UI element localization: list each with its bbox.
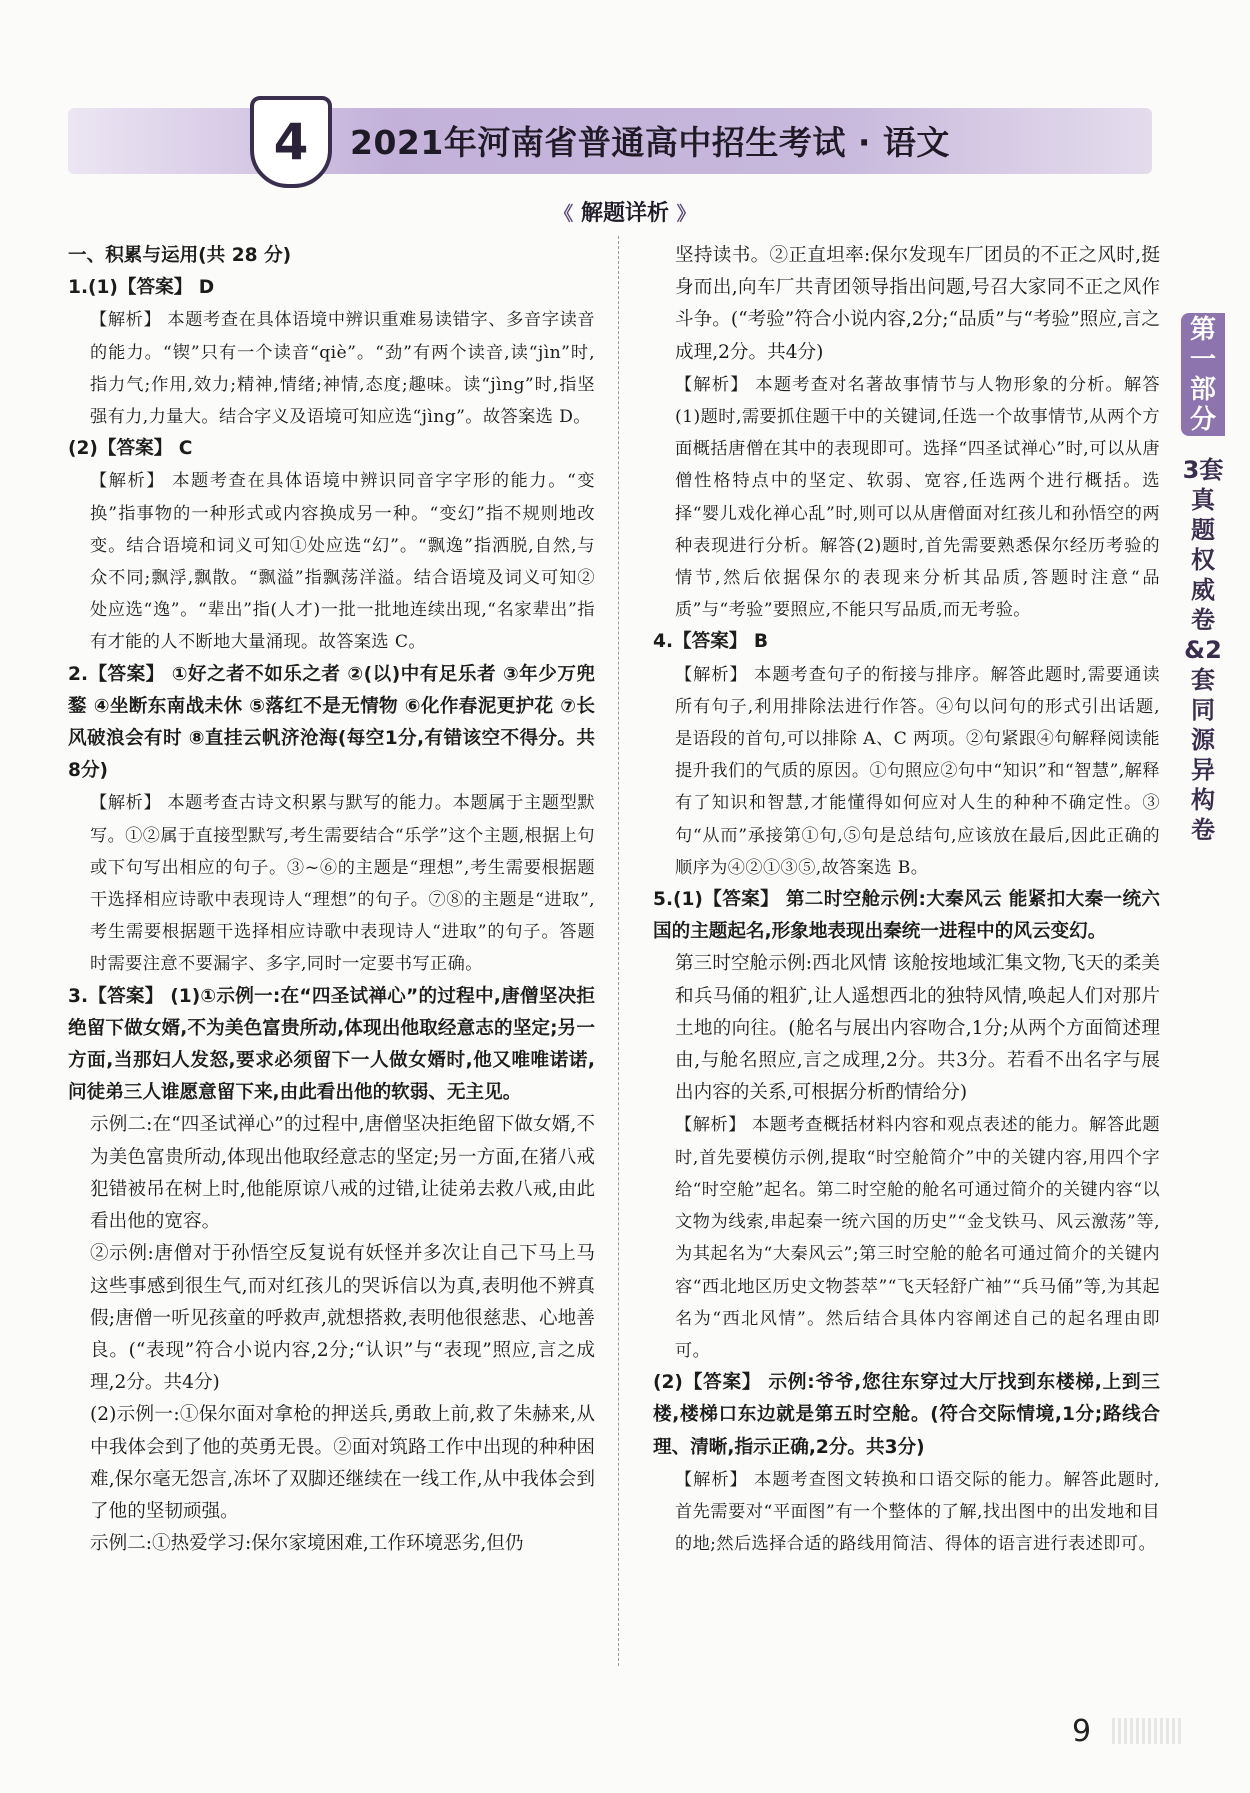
paragraph: ②示例:唐僧对于孙悟空反复说有妖怪并多次让自己下马上马这些事感到很生气,而对红孩儿的哭诉信以为真,表明他不辨真假;唐僧一听见孩童的呼救声,就想搭救,表明他很慈悲、心地善良。(“表现”符合小说内容,2分;“认识”与“表现”照应,言之成理,2分。共4分) [90, 1243, 595, 1394]
paragraph: 示例二:在“四圣试禅心”的过程中,唐僧坚决拒绝留下做女婿,不为美色富贵所动,体现出他取经意志的坚定;另一方面,在猪八戒犯错被吊在树上时,他能原谅八戒的过错,让徒弟去救八戒,由此看出他的宽容。 [90, 1114, 595, 1233]
left-column [68, 240, 595, 1560]
column-divider [618, 236, 619, 1666]
right-column [653, 240, 1160, 1560]
answer-line: (2)【答案】 C [68, 438, 193, 460]
paragraph: 示例二:①热爱学习:保尔家境困难,工作环境恶劣,但仍 [90, 1533, 524, 1555]
paragraph: 【解析】 本题考查古诗文积累与默写的能力。本题属于主题型默写。①②属于直接型默写,考生需要结合“乐学”这个主题,根据上句或下句写出相应的句子。③~⑥的主题是“理想”,考生需要根据题干选择相应诗歌中表现诗人“理想”的句子。⑦⑧的主题是“进取”,考生需要根据题干选择相应诗歌中表现诗人“进取”的句子。答题时需要注意不要漏字、多字,同时一定要书写正确。 [90, 793, 595, 975]
answer-line: 1.(1)【答案】 D [68, 277, 215, 299]
paragraph: 第三时空舱示例:西北风情 该舱按地域汇集文物,飞天的柔美和兵马俑的粗犷,让人遥想西北的独特风情,唤起人们对那片土地的向往。(舱名与展出内容吻合,1分;从两个方面简述理由,与舱名照应,言之成理,2分。共3分。若看不出名字与展出内容的关系,可根据分析酌情给分) [675, 953, 1160, 1104]
paragraph: (2)示例一:①保尔面对拿枪的押送兵,勇敢上前,救了朱赫来,从中我体会到了他的英勇无畏。②面对筑路工作中出现的种种困难,保尔毫无怨言,冻坏了双脚还继续在一线工作,从中我体会到了他的坚韧顽强。 [90, 1404, 595, 1522]
double-chevron-right-icon: 》 [676, 203, 696, 225]
side-tab-part-one: 第一部分 [1181, 313, 1225, 436]
paragraph: 坚持读书。②正直坦率:保尔发现车厂团员的不正之风时,挺身而出,向车厂共青团领导指出问题,号召大家同不正之风作斗争。(“考验”符合小说内容,2分;“品质”与“考验”照应,言之成理,2分。共4分) [675, 245, 1160, 363]
paragraph: 【解析】 本题考查在具体语境中辨识重难易读错字、多音字读音的能力。“锲”只有一个读音“qiè”。“劲”有两个读音,读“jìn”时,指力气;作用,效力;精神,情绪;神情,态度;趣味。读“jìng”时,指坚强有力,力量大。结合字义及语境可知应选“jìng”。故答案选 D。 [90, 310, 595, 428]
paragraph: 【解析】 本题考查对名著故事情节与人物形象的分析。解答(1)题时,需要抓住题干中的关键词,任选一个故事情节,从两个方面概括唐僧在其中的表现即可。选择“四圣试禅心”时,可以从唐僧性格特点中的坚定、软弱、宽容,任选两个进行概括。选择“婴儿戏化禅心乱”时,则可以从唐僧面对红孩儿和孙悟空的两种表现进行分析。解答(2)题时,首先需要熟悉保尔经历考验的情节,然后依据保尔的表现来分析其品质,答题时注意“品质”与“考验”要照应,不能只写品质,而无考验。 [675, 374, 1160, 621]
page-number: 9 [1072, 1714, 1092, 1749]
exam-number-badge: 4 [250, 96, 332, 188]
side-series-label: 3套真题权威卷&2套同源异构卷 [1182, 456, 1224, 844]
paragraph: 【解析】 本题考查句子的衔接与排序。解答此题时,需要通读所有句子,利用排除法进行作答。④句以问句的形式引出话题,是语段的首句,可以排除 A、C 两项。②句紧跟④句解释阅读能提升我们的气质的原因。①句照应②句中“知识”和“智慧”,解释有了知识和智慧,才能懂得如何应对人生的种种不确定性。③句“从而”承接第①句,⑤句是总结句,应该放在最后,因此正确的顺序为④②①③⑤,故答案选 B。 [675, 664, 1160, 878]
page-title: 2021年河南省普通高中招生考试 · 语文 [350, 123, 950, 162]
answer-line: 5.(1)【答案】 第二时空舱示例:大秦风云 能紧扣大秦一统六国的主题起名,形象地表现出秦统一进程中的风云变幻。 [653, 889, 1160, 943]
paragraph: 【解析】 本题考查在具体语境中辨识同音字字形的能力。“变换”指事物的一种形式或内容换成另一种。“变幻”指不规则地改变。结合语境和词义可知①处应选“幻”。“飘逸”指洒脱,自然,与众不同;飘浮,飘散。“飘溢”指飘荡洋溢。结合语境及词义可知②处应选“逸”。“辈出”指(人才)一批一批地连续出现,“名家辈出”指有才能的人不断地大量涌现。故答案选 C。 [90, 471, 595, 653]
paragraph: 【解析】 本题考查图文转换和口语交际的能力。解答此题时,首先需要对“平面图”有一个整体的了解,找出图中的出发地和目的地;然后选择合适的路线用简洁、得体的语言进行表述即可。 [675, 1469, 1160, 1555]
double-chevron-left-icon: 《 [554, 203, 574, 225]
section-title: 一、积累与运用(共 28 分) [68, 245, 292, 266]
paragraph: 【解析】 本题考查概括材料内容和观点表述的能力。解答此题时,首先要模仿示例,提取“时空舱简介”中的关键内容,用四个字给“时空舱”起名。第二时空舱的舱名可通过简介的关键内容“以文物为线索,串起秦一统六国的历史”“金戈铁马、风云激荡”等,为其起名为“大秦风云”;第三时空舱的舱名可通过简介的关键内容“西北地区历史文物荟萃”“飞天轻舒广袖”“兵马俑”等,为其起名为“西北风情”。然后结合具体内容阐述自己的起名理由即可。 [675, 1115, 1160, 1361]
section-heading-label: 解题详析 [580, 201, 669, 226]
section-heading [0, 196, 1250, 227]
answer-line: (2)【答案】 示例:爷爷,您往东穿过大厅找到东楼梯,上到三楼,楼梯口东边就是第五时空舱。(符合交际情境,1分;路线合理、清晰,指示正确,2分。共3分) [653, 1372, 1160, 1458]
answer-line: 3.【答案】 (1)①示例一:在“四圣试禅心”的过程中,唐僧坚决拒绝留下做女婿,不为美色富贵所动,体现出他取经意志的坚定;另一方面,当那妇人发怒,要求必须留下一人做女婿时,他又唯唯诺诺,问徒弟三人谁愿意留下来,由此看出他的软弱、无主见。 [68, 985, 595, 1104]
answer-line: 2.【答案】 ①好之者不如乐之者 ②(以)中有足乐者 ③年少万兜鍪 ④坐断东南战未休 ⑤落红不是无情物 ⑥化作春泥更护花 ⑦长风破浪会有时 ⑧直挂云帆济沧海(每空1分,有错该空不得分。共8分) [68, 663, 595, 782]
answer-line: 4.【答案】 B [653, 631, 769, 653]
page-decoration [1112, 1718, 1184, 1744]
